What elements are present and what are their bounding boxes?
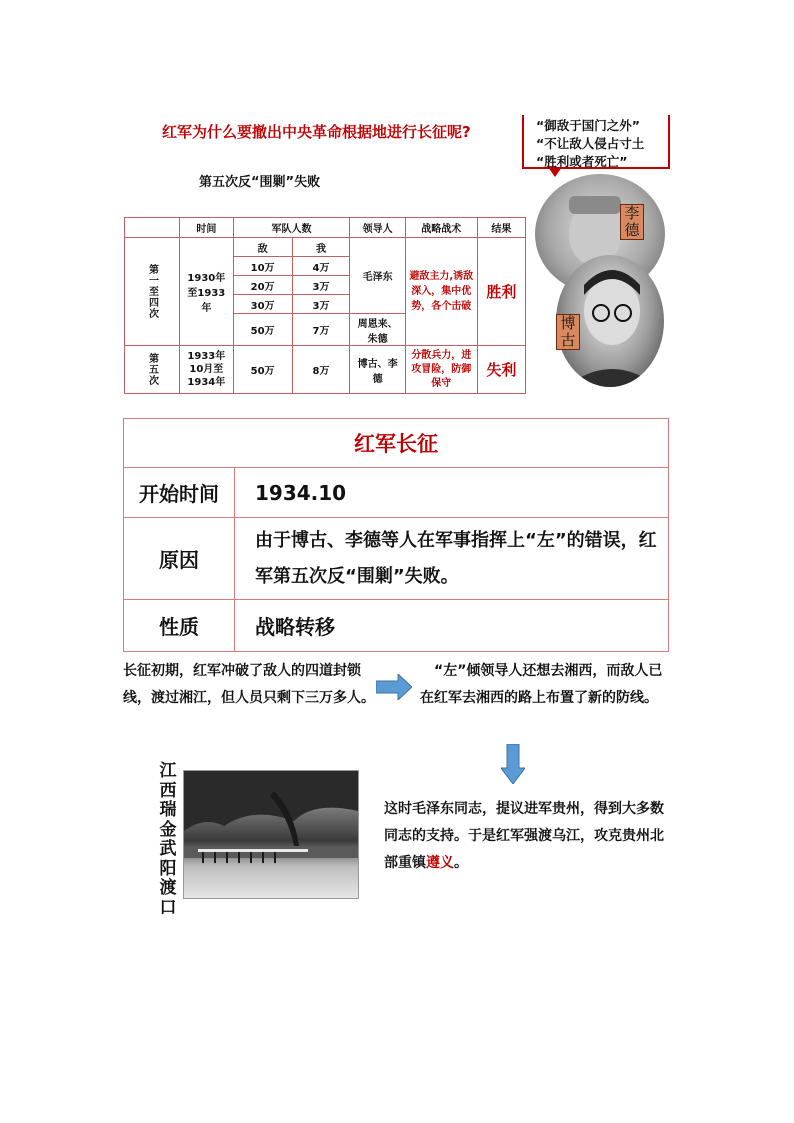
row2-leader: 博古、李德 [350, 346, 405, 394]
troops-enemy: 20万 [233, 276, 292, 295]
header-troops: 军队人数 [233, 218, 350, 238]
row1-result: 胜利 [477, 238, 525, 346]
down-arrow-icon [501, 744, 525, 784]
quote-line: “胜利或者死亡” [536, 154, 628, 169]
reason-label: 原因 [124, 518, 235, 600]
header-enemy: 敌 [233, 238, 292, 257]
row1-leader-b: 周恩来、朱德 [350, 314, 405, 346]
row1-label: 第一至四次 [146, 264, 158, 319]
start-time-value: 1934.10 [235, 468, 669, 518]
troops-enemy: 10万 [233, 257, 292, 276]
header-leader: 领导人 [350, 218, 405, 238]
troops-us: 4万 [292, 257, 350, 276]
bo-gu-label: 博古 [556, 314, 580, 350]
row2-label-cell [125, 346, 180, 394]
troops-us: 7万 [292, 314, 350, 346]
page-title: 红军为什么要撤出中央革命根据地进行长征呢? [162, 123, 471, 141]
section-subtitle: 第五次反“围剿”失败 [199, 175, 321, 190]
row2-label: 第五次 [146, 353, 158, 386]
row2-strategy: 分散兵力，进攻冒险，防御保守 [405, 346, 477, 394]
row2-us: 8万 [292, 346, 350, 394]
troops-enemy: 30万 [233, 295, 292, 314]
row1-label-cell [125, 238, 180, 346]
start-time-label: 开始时间 [124, 468, 235, 518]
row2-enemy: 50万 [233, 346, 292, 394]
quote-line: “不让敌人侵占寸土 [536, 136, 645, 151]
battle-table [124, 217, 526, 394]
header-blank [125, 218, 180, 238]
header-strategy: 战略战术 [405, 218, 477, 238]
troops-us: 3万 [292, 295, 350, 314]
long-march-table [123, 418, 669, 652]
row1-time: 1930年至1933年 [180, 238, 234, 346]
row2-time: 1933年10月至1934年 [180, 346, 234, 394]
photo-caption: 江西瑞金武阳渡口 [159, 761, 177, 918]
narrative-para-3-main: 这时毛泽东同志，提议进军贵州，得到大多数同志的支持。于是红军强渡乌江，攻克贵州北部重镇 [384, 801, 664, 871]
header-result: 结果 [477, 218, 525, 238]
wuyang-ferry-photo [183, 770, 359, 899]
li-de-label: 李德 [620, 204, 644, 240]
narrative-para-3-end: 。 [454, 855, 468, 871]
narrative-para-3 [384, 796, 672, 877]
ferry-scene [184, 771, 358, 898]
long-march-heading: 红军长征 [124, 419, 669, 468]
narrative-para-2: “左”倾领导人还想去湘西，而敌人已在红军去湘西的路上布置了新的防线。 [420, 663, 663, 706]
troops-enemy: 50万 [233, 314, 292, 346]
quote-line: “御敌于国门之外” [536, 118, 640, 133]
right-arrow-icon [376, 674, 412, 700]
zunyi-highlight: 遵义 [426, 855, 454, 871]
header-us: 我 [292, 238, 350, 257]
nature-value: 战略转移 [235, 600, 669, 652]
reason-value: 由于博古、李德等人在军事指挥上“左”的错误，红军第五次反“围剿”失败。 [235, 518, 669, 600]
row2-result: 失利 [477, 346, 525, 394]
nature-label: 性质 [124, 600, 235, 652]
header-time: 时间 [180, 218, 234, 238]
narrative-para-1: 长征初期，红军冲破了敌人的四道封锁线，渡过湘江，但人员只剩下三万多人。 [123, 663, 375, 706]
troops-us: 3万 [292, 276, 350, 295]
quote-text [536, 117, 644, 171]
row1-leader-a: 毛泽东 [350, 238, 405, 314]
row1-strategy: 避敌主力,诱敌深入，集中优势，各个击破 [405, 238, 477, 346]
